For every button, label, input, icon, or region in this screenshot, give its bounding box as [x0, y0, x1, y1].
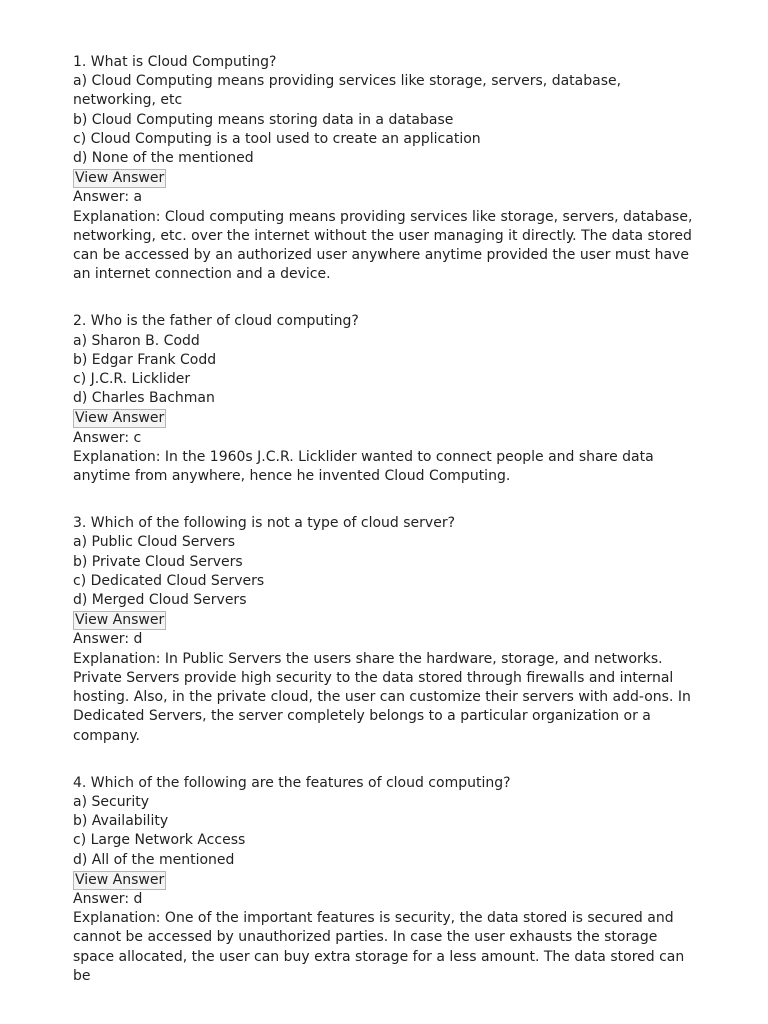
view-answer-button[interactable]: View Answer: [75, 871, 165, 888]
explanation-text: Explanation: Cloud computing means providing services like storage, servers, database, networking, etc. over the internet without the user managing it directly. The data stored can be accessed by an authorized user anywhere anytime provided the user must have an internet connection and a device.: [73, 208, 693, 283]
explanation-text: Explanation: One of the important features is security, the data stored is secured and cannot be accessed by unauthorized parties. In case the user exhausts the storage space allocated, the user can buy extra storage for a less amount. The data stored can be: [73, 910, 685, 984]
answer-text: Answer: c: [73, 429, 142, 446]
question-block-4: [73, 774, 698, 986]
option-c: c) J.C.R. Licklider: [73, 371, 191, 388]
option-a: a) Public Cloud Servers: [73, 534, 236, 551]
option-d: d) Merged Cloud Servers: [73, 592, 247, 609]
explanation-text: Explanation: In the 1960s J.C.R. Licklider wanted to connect people and share data anytime from anywhere, hence he invented Cloud Computing.: [73, 448, 654, 485]
option-a: a) Cloud Computing means providing services like storage, servers, database, networking, etc: [73, 73, 622, 109]
answer-text: Answer: a: [73, 189, 143, 206]
option-c: c) Dedicated Cloud Servers: [73, 572, 265, 589]
option-d: d) Charles Bachman: [73, 390, 215, 407]
question-text: 2. Who is the father of cloud computing?: [73, 313, 359, 330]
option-c: c) Large Network Access: [73, 832, 246, 849]
option-a: a) Sharon B. Codd: [73, 332, 200, 349]
answer-text: Answer: d: [73, 631, 143, 648]
option-b: b) Private Cloud Servers: [73, 553, 243, 570]
option-c: c) Cloud Computing is a tool used to create an application: [73, 130, 481, 147]
view-answer-button[interactable]: View Answer: [75, 612, 165, 629]
option-d: d) None of the mentioned: [73, 150, 254, 167]
option-b: b) Cloud Computing means storing data in a database: [73, 111, 454, 128]
answer-text: Answer: d: [73, 890, 143, 907]
option-d: d) All of the mentioned: [73, 851, 235, 868]
question-text: 1. What is Cloud Computing?: [73, 54, 277, 70]
view-answer-button[interactable]: View Answer: [75, 410, 165, 427]
question-block-3: [73, 514, 698, 745]
option-a: a) Security: [73, 793, 149, 810]
question-text: 3. Which of the following is not a type of cloud server?: [73, 515, 456, 532]
option-b: b) Edgar Frank Codd: [73, 351, 217, 368]
question-block-1: [73, 53, 698, 284]
explanation-text: Explanation: In Public Servers the users share the hardware, storage, and networks. Private Servers provide high security to the data stored through firewalls and internal hosting. Also, in the private cloud, the user can customize their servers with add-ons. In Dedicated Servers, the server completely belongs to a particular organization or a company.: [73, 650, 691, 744]
option-b: b) Availability: [73, 813, 169, 830]
question-block-2: [73, 312, 698, 486]
question-text: 4. Which of the following are the features of cloud computing?: [73, 774, 511, 791]
view-answer-button[interactable]: View Answer: [75, 170, 165, 187]
